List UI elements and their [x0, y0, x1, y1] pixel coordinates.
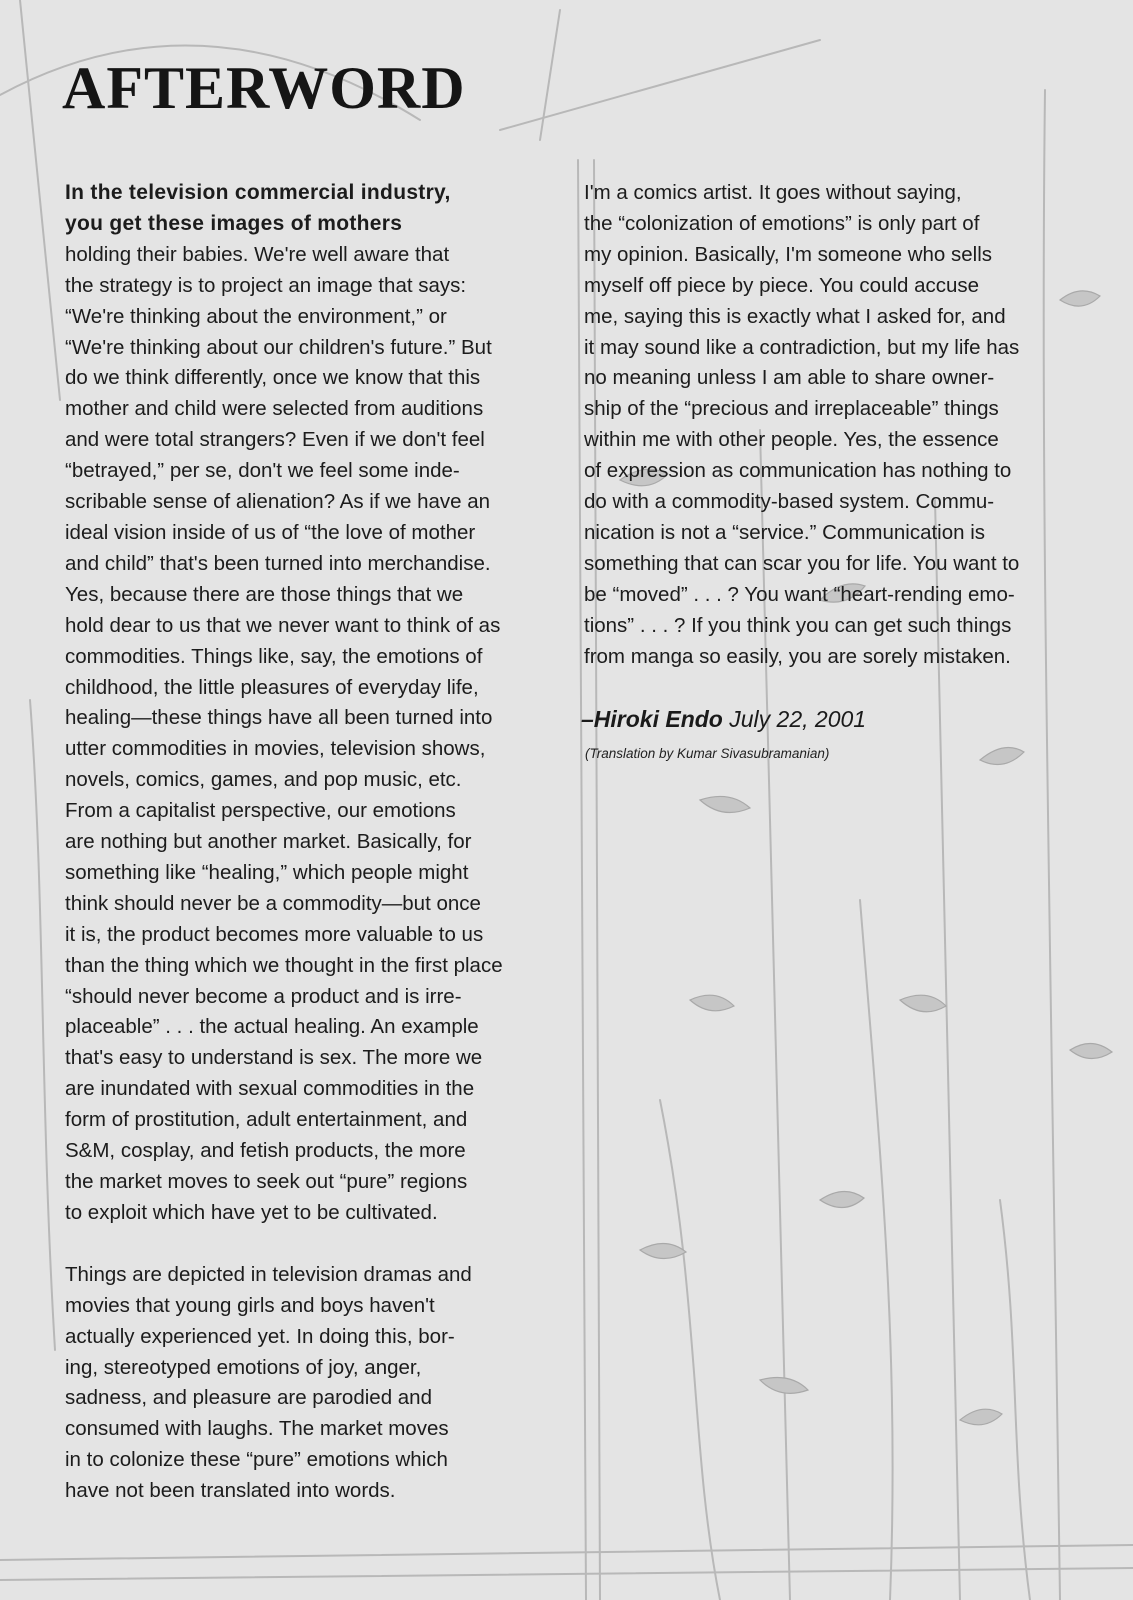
text-line: to exploit which have yet to be cultivated.	[65, 1200, 438, 1224]
text-line: consumed with laughs. The market moves	[65, 1417, 449, 1441]
text-line: nication is not a “service.” Communication is	[584, 520, 986, 544]
translation-credit: (Translation by Kumar Sivasubramanian)	[585, 746, 830, 761]
text-line: think should never be a commodity—but once	[65, 891, 481, 915]
text-line: of expression as communication has nothing to	[584, 459, 1012, 483]
text-line: something that can scar you for life. You want to	[584, 551, 1020, 575]
text-line: ideal vision inside of us of “the love of mother	[65, 520, 476, 544]
text-line: something like “healing,” which people might	[65, 860, 469, 884]
lead-bold-line: you get these images of mothers	[65, 211, 403, 235]
text-line: “We're thinking about the environment,” or	[65, 304, 447, 328]
text-line: it may sound like a contradiction, but my life has	[584, 335, 1020, 359]
signature	[581, 706, 866, 733]
text-line: sadness, and pleasure are parodied and	[65, 1386, 432, 1410]
text-line: mother and child were selected from auditions	[65, 397, 484, 421]
text-line: in to colonize these “pure” emotions which	[65, 1448, 448, 1472]
text-line: the strategy is to project an image that says:	[65, 273, 467, 297]
text-line: I'm a comics artist. It goes without saying,	[584, 181, 962, 204]
lead-bold-line: In the television commercial industry,	[65, 181, 451, 204]
text-line: scribable sense of alienation? As if we have an	[65, 490, 491, 514]
text-line: form of prostitution, adult entertainment, and	[65, 1108, 468, 1132]
signature-author: –Hiroki Endo	[581, 706, 723, 732]
text-line: are inundated with sexual commodities in the	[65, 1077, 475, 1101]
text-line: placeable” . . . the actual healing. An example	[65, 1015, 479, 1039]
text-line: “betrayed,” per se, don't we feel some inde-	[65, 459, 460, 483]
paragraph-gap	[65, 1229, 565, 1260]
text-line: the market moves to seek out “pure” regions	[65, 1170, 468, 1193]
paragraph-1	[65, 240, 565, 1229]
signature-date: July 22, 2001	[729, 706, 867, 732]
text-line: utter commodities in movies, television shows,	[65, 737, 486, 761]
text-line: “We're thinking about our children's future.” But	[65, 335, 492, 359]
text-line: healing—these things have all been turned into	[65, 706, 493, 730]
text-line: childhood, the little pleasures of everyday life,	[65, 675, 479, 699]
text-line: tions” . . . ? If you think you can get such things	[584, 613, 1012, 637]
text-line: no meaning unless I am able to share owner-	[584, 366, 995, 390]
text-line: movies that young girls and boys haven't	[65, 1293, 435, 1317]
text-line: Yes, because there are those things that we	[65, 582, 464, 606]
text-line: ing, stereotyped emotions of joy, anger,	[65, 1355, 422, 1379]
text-line: holding their babies. We're well aware that	[65, 242, 450, 266]
text-line: myself off piece by piece. You could accuse	[584, 273, 980, 297]
text-line: within me with other people. Yes, the essence	[584, 428, 999, 452]
text-line: than the thing which we thought in the first place	[65, 953, 503, 977]
text-line: actually experienced yet. In doing this, bor-	[65, 1324, 455, 1348]
text-line: do with a commodity-based system. Commu-	[584, 490, 995, 514]
text-line: the “colonization of emotions” is only part of	[584, 211, 980, 235]
text-line: S&M, cosplay, and fetish products, the more	[65, 1139, 466, 1163]
text-line: me, saying this is exactly what I asked for, and	[584, 304, 1006, 328]
text-line: my opinion. Basically, I'm someone who sells	[584, 242, 993, 266]
text-line: have not been translated into words.	[65, 1479, 396, 1503]
text-line: that's easy to understand is sex. The more we	[65, 1046, 483, 1070]
text-line: “should never become a product and is irre-	[65, 984, 462, 1008]
text-line: From a capitalist perspective, our emotions	[65, 799, 456, 823]
text-line: hold dear to us that we never want to think of as	[65, 613, 501, 637]
text-line: and were total strangers? Even if we don't feel	[65, 428, 485, 452]
text-line: from manga so easily, you are sorely mistaken.	[584, 644, 1011, 668]
text-line: commodities. Things like, say, the emotions of	[65, 644, 483, 668]
page-title: AFTERWORD	[62, 55, 466, 121]
text-line: and child” that's been turned into merchandise.	[65, 551, 491, 575]
paragraph-2	[65, 1260, 565, 1507]
text-line: novels, comics, games, and pop music, etc.	[65, 768, 462, 792]
left-column	[65, 178, 565, 1507]
text-line: are nothing but another market. Basically, for	[65, 830, 472, 854]
text-line: do we think differently, once we know that this	[65, 366, 481, 390]
text-line: it is, the product becomes more valuable to us	[65, 922, 484, 946]
text-line: be “moved” . . . ? You want “heart-rending emo-	[584, 582, 1015, 606]
right-column	[584, 178, 1094, 673]
text-line: Things are depicted in television dramas and	[65, 1262, 472, 1286]
text-line: ship of the “precious and irreplaceable” things	[584, 397, 999, 421]
